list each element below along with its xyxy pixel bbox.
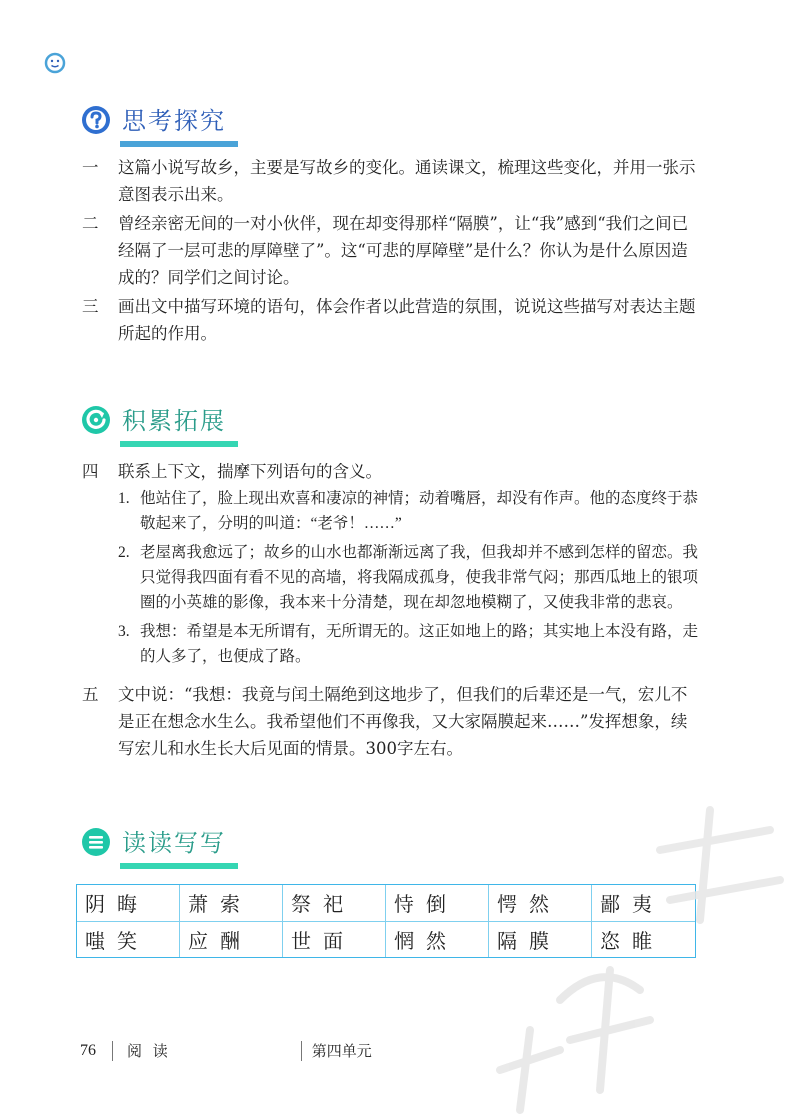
question-text: 画出文中描写环境的语句，体会作者以此营造的氛围，说说这些描写对表达主题所起的作用。 bbox=[118, 297, 696, 343]
grid-cell bbox=[77, 885, 180, 957]
smiley-face-icon bbox=[44, 52, 66, 74]
vocab-word: 萧索 bbox=[180, 885, 282, 922]
list-item bbox=[118, 540, 698, 615]
list-item bbox=[118, 486, 698, 536]
grid-cell bbox=[283, 885, 386, 957]
vocab-word: 鄙夷 bbox=[592, 885, 695, 922]
list-item bbox=[118, 619, 698, 669]
question-icon bbox=[80, 104, 112, 136]
footer-divider bbox=[301, 1041, 302, 1061]
vocab-word: 恃倒 bbox=[386, 885, 488, 922]
page-number: 76 bbox=[80, 1041, 96, 1059]
page-footer bbox=[80, 1040, 372, 1061]
subitem-number: 3. bbox=[118, 623, 130, 640]
question-text: 文中说：“我想：我竟与闰土隔绝到这地步了，但我们的后辈还是一气，宏儿不是正在想念水生么。我希望他们不再像我，又大家隔膜起来……”发挥想象，续写宏儿和水生长大后见面的情景。300字左右。 bbox=[118, 685, 688, 758]
vocab-word: 惘然 bbox=[394, 928, 458, 953]
section-header-readwrite bbox=[80, 820, 226, 864]
vocab-word: 世面 bbox=[291, 928, 355, 953]
subitem-text: 老屋离我愈远了；故乡的山水也都渐渐远离了我，但我却并不感到怎样的留恋。我只觉得我四面有看不见的高墙，将我隔成孤身，使我非常气闷；那西瓜地上的银项圈的小英雄的影像，我本来十分清楚，现在却忽地模糊了，又使我非常的悲哀。 bbox=[140, 544, 699, 611]
question-text: 联系上下文，揣摩下列语句的含义。 bbox=[118, 462, 382, 481]
question-1 bbox=[76, 154, 700, 208]
vocab-word: 祭祀 bbox=[283, 885, 385, 922]
vocab-word: 愕然 bbox=[489, 885, 591, 922]
subitem-number: 2. bbox=[118, 544, 130, 561]
vocab-word: 隔膜 bbox=[497, 928, 561, 953]
footer-unit: 第四单元 bbox=[311, 1042, 372, 1060]
question-2 bbox=[76, 210, 700, 291]
vocab-word: 恣睢 bbox=[600, 928, 664, 953]
refresh-arrow-icon bbox=[80, 404, 112, 436]
section-header-think bbox=[80, 98, 226, 142]
question-number: 四 bbox=[82, 462, 99, 481]
subitem-list bbox=[118, 486, 698, 673]
question-number: 一 bbox=[82, 158, 99, 177]
grid-cell bbox=[489, 885, 592, 957]
subitem-number: 1. bbox=[118, 490, 130, 507]
footer-section: 阅 读 bbox=[127, 1042, 171, 1060]
grid-cell bbox=[386, 885, 489, 957]
question-number: 五 bbox=[82, 685, 99, 704]
vocab-word: 应酬 bbox=[188, 928, 252, 953]
section-title-think: 思考探究 bbox=[122, 101, 226, 139]
grid-cell bbox=[180, 885, 283, 957]
question-5 bbox=[76, 681, 700, 762]
grid-cell bbox=[592, 885, 695, 957]
question-number: 三 bbox=[82, 297, 99, 316]
vocabulary-grid bbox=[76, 884, 696, 958]
subitem-text: 他站住了，脸上现出欢喜和凄凉的神情；动着嘴唇，却没有作声。他的态度终于恭敬起来了，分明的叫道：“老爷！……” bbox=[140, 490, 699, 532]
section-title-readwrite: 读读写写 bbox=[122, 823, 226, 861]
question-3 bbox=[76, 293, 700, 347]
footer-divider bbox=[112, 1041, 113, 1061]
question-number: 二 bbox=[82, 214, 99, 233]
subitem-text: 我想：希望是本无所谓有，无所谓无的。这正如地上的路；其实地上本没有路，走的人多了，也便成了路。 bbox=[140, 623, 699, 665]
section-title-extend: 积累拓展 bbox=[122, 401, 226, 439]
question-text: 曾经亲密无间的一对小伙伴，现在却变得那样“隔膜”，让“我”感到“我们之间已经隔了一层可悲的厚障壁了”。这“可悲的厚障壁”是什么？你认为是什么原因造成的？同学们之间讨论。 bbox=[118, 214, 689, 287]
section-header-extend bbox=[80, 398, 226, 442]
vocab-word: 嗤笑 bbox=[85, 928, 149, 953]
question-4 bbox=[76, 458, 700, 485]
question-text: 这篇小说写故乡，主要是写故乡的变化。通读课文，梳理这些变化，并用一张示意图表示出来。 bbox=[118, 158, 696, 204]
vocab-word: 阴晦 bbox=[77, 885, 179, 922]
menu-lines-icon bbox=[80, 826, 112, 858]
